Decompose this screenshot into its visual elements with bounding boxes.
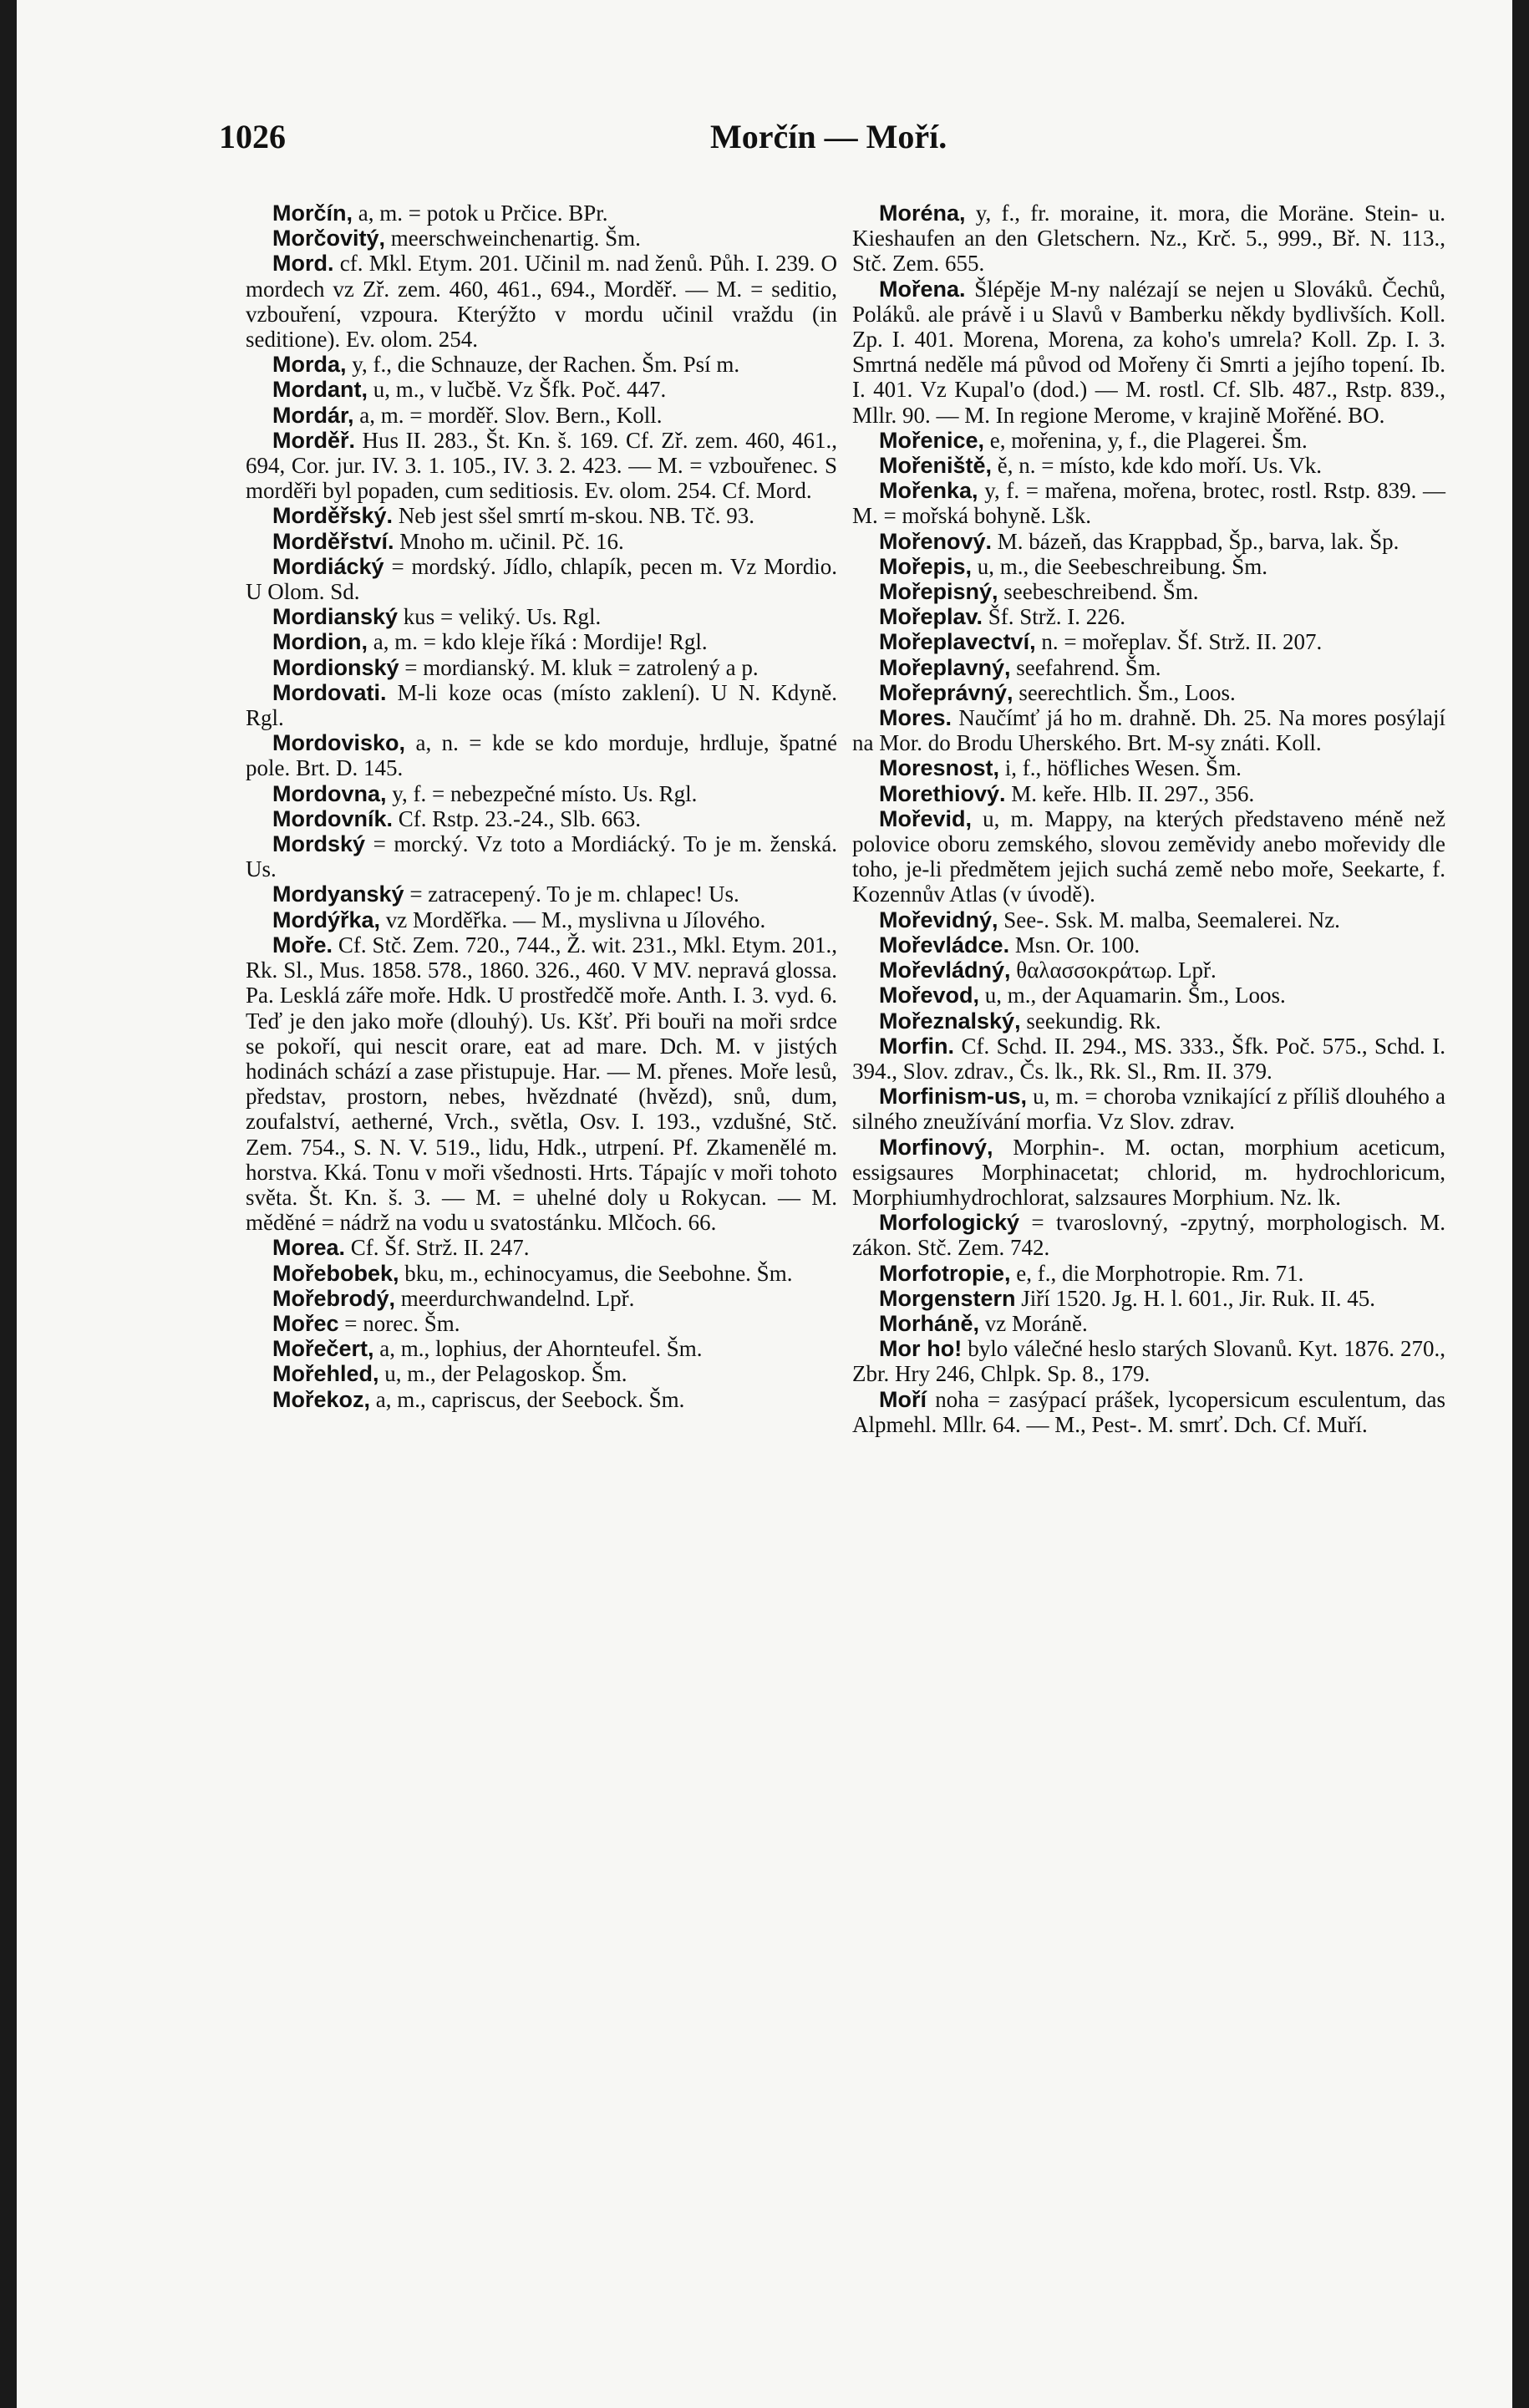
entry-headword: Mořevládce. [879, 932, 1010, 958]
entry-headword: Mord. [272, 251, 334, 277]
entry-definition: Cf. Šf. Strž. II. 247. [345, 1235, 530, 1261]
entry-definition: seefahrend. Šm. [1010, 654, 1161, 680]
entry-headword: Morfin. [879, 1033, 954, 1059]
dictionary-entry [246, 377, 837, 402]
entry-definition: n. = mořeplav. Šf. Strž. II. 207. [1035, 629, 1323, 655]
entry-headword: Morfinism-us, [879, 1084, 1028, 1110]
entry-definition: = mordský. Jídlo, chlapík, pecen m. Vz Mordio. U Olom. Sd. [246, 553, 837, 605]
entry-definition: a, n. = kde se kdo morduje, hrdluje, špatné pole. Brt. D. 145. [246, 730, 837, 781]
entry-headword: Morčín, [272, 201, 353, 226]
entry-definition: y, f., die Schnauze, der Rachen. Šm. Psí m. [346, 352, 740, 378]
dictionary-entry [852, 932, 1445, 958]
entry-definition: u, m. Mappy, na kterých představeno méně než polovice oboru zemského, slovou zeměvidy anebo mořevidy dle toho, je-li předmětem jejich suchá země nebo moře, Seekarte, f. Kozennův Atlas (v úvodě). [852, 805, 1445, 907]
entry-definition: bku, m., echinocyamus, die Seebohne. Šm. [399, 1260, 793, 1286]
entry-headword: Mořebrodý, [272, 1285, 396, 1311]
dictionary-entry [852, 1210, 1445, 1260]
entry-definition: vz Moráně. [979, 1310, 1088, 1336]
entry-headword: Mořebobek, [272, 1260, 399, 1286]
entry-definition: Šlépěje M-ny nalézají se nejen u Slováků. Čechů, Poláků. ale právě i u Slavů v Bamberku někdy bydlivších. Koll. Zp. I. 401. Morena, Morena, za koho's umrela? Koll. Zp. I. 3. Smrtná neděle má původ od Mořeny či Smrti a jejího topení. Ib. I. 401. Vz Kupal'o (dod.) — M. rostl. Cf. Slb. 487., Rstp. 839., Mllr. 90. — M. In regione Merome, v krajině Mořěné. BO. [852, 276, 1445, 428]
entry-definition: = morcký. Vz toto a Mordiácký. To je m. ženská. Us. [246, 831, 837, 882]
entry-headword: Morděřský. [272, 503, 394, 529]
entry-definition: u, m., die Seebeschreibung. Šm. [972, 553, 1267, 579]
entry-definition: a, m. = potok u Prčice. BPr. [353, 201, 608, 226]
scan-right-edge [1512, 0, 1529, 2408]
entry-definition: = norec. Šm. [338, 1310, 460, 1336]
entry-definition: Šf. Strž. I. 226. [983, 604, 1126, 630]
dictionary-entry [246, 907, 837, 932]
dictionary-entry [246, 529, 837, 554]
entry-headword: Mordýřka, [272, 907, 381, 932]
dictionary-entry [852, 529, 1445, 554]
entry-definition: Mnoho m. učinil. Pč. 16. [394, 528, 624, 554]
dictionary-entry [246, 604, 837, 629]
entry-headword: Morethiový. [879, 780, 1006, 806]
entry-headword: Moří [879, 1386, 927, 1412]
dictionary-entry [246, 680, 837, 730]
entry-headword: Mořeplavný, [879, 654, 1011, 680]
dictionary-entry [852, 907, 1445, 932]
dictionary-entry [852, 655, 1445, 680]
entry-headword: Mordovisko, [272, 730, 406, 756]
entry-definition: e, f., die Morphotropie. Rm. 71. [1010, 1260, 1304, 1286]
entry-headword: Mor ho! [879, 1336, 963, 1362]
entry-headword: Mořena. [879, 276, 966, 302]
dictionary-entry [246, 201, 837, 226]
dictionary-entry [852, 1008, 1445, 1034]
dictionary-entry [852, 781, 1445, 806]
entry-headword: Mordiácký [272, 553, 384, 579]
dictionary-entry [246, 781, 837, 806]
dictionary-entry [852, 958, 1445, 983]
entry-definition: meerschweinchenartig. Šm. [385, 226, 641, 251]
entry-headword: Moře. [272, 932, 333, 958]
dictionary-entry [852, 579, 1445, 604]
entry-headword: Morfinový, [879, 1134, 993, 1160]
entry-headword: Mořevládný, [879, 958, 1011, 983]
dictionary-entry [246, 1261, 837, 1286]
entry-definition: u, m., v lučbě. Vz Šfk. Poč. 447. [368, 377, 667, 403]
entry-headword: Morděřství. [272, 528, 394, 554]
dictionary-entry [852, 478, 1445, 528]
entry-headword: Mořeprávný, [879, 679, 1013, 705]
entry-definition: u, m., der Pelagoskop. Šm. [378, 1361, 627, 1387]
entry-headword: Mordion, [272, 629, 368, 655]
entry-definition: M-li koze ocas (místo zaklení). U N. Kdyně. Rgl. [246, 679, 837, 731]
dictionary-entry [246, 932, 837, 1235]
entry-headword: Moréna, [879, 201, 966, 226]
entry-headword: Mořeniště, [879, 453, 993, 479]
entry-definition: y, f. = mařena, mořena, brotec, rostl. Rstp. 839. — M. = mořská bohyně. Lšk. [852, 478, 1445, 529]
entry-definition: Hus II. 283., Št. Kn. š. 169. Cf. Zř. zem. 460, 461., 694, Cor. jur. IV. 3. 1. 105., IV. 3. 2. 423. — M. = vzbouřenec. S morděři byl popaden, cum seditiosis. Ev. olom. 254. Cf. Mord. [246, 427, 837, 504]
dictionary-entry [852, 1034, 1445, 1084]
entry-definition: y, f., fr. moraine, it. mora, die Moräne. Stein- u. Kieshaufen an den Gletschern. Nz., Krč. 5., 999., Bř. N. 113., Stč. Zem. 655. [852, 201, 1445, 277]
dictionary-entry [246, 1336, 837, 1361]
entry-headword: Mordský [272, 831, 366, 857]
entry-definition: seerechtlich. Šm., Loos. [1013, 679, 1236, 705]
dictionary-entry [852, 983, 1445, 1008]
entry-headword: Morděř. [272, 427, 356, 453]
dictionary-entry [246, 730, 837, 780]
entry-definition: a, m., capriscus, der Seebock. Šm. [370, 1386, 685, 1412]
dictionary-entry [852, 277, 1445, 428]
entry-headword: Mořekoz, [272, 1386, 371, 1412]
entry-definition: noha = zasýpací prášek, lycopersicum esculentum, das Alpmehl. Mllr. 64. — M., Pest-. M. smrť. Dch. Cf. Muří. [852, 1386, 1445, 1437]
entry-definition: Neb jest sšel smrtí m-skou. NB. Tč. 93. [393, 503, 755, 529]
dictionary-entry [246, 428, 837, 504]
entry-definition: Cf. Stč. Zem. 720., 744., Ž. wit. 231., Mkl. Etym. 201., Rk. Sl., Mus. 1858. 578., 1860. 326., 460. V MV. nepravá glossa. Pa. Lesklá záře moře. Hdk. U prostředčě moře. Anth. I. 3. vyd. 6. Teď je den jako moře (dlouhý). Us. Kšť. Při bouři na moři srdce se pokoří, qui nescit orare, eat ad mare. Dch. M. v jistých hodinách schází a zase přistupuje. Har. — M. přenes. Moře lesů, představ, prostorn, nebes, hvězdnaté (hvězd), snů, dum, zoufalství, aetherné, Vrch., světla, Osv. I. 193., vzdušné, Stč. Zem. 754., S. N. V. 519., lidu, Hdk., utrpení. Pf. Zkamenělé m. horstva. Kká. Tonu v moři všednosti. Hrts. Tápajíc v moři tohoto světa. Št. Kn. š. 3. — M. = uhelné doly u Rokycan. — M. měděné = nádrž na vodu u svatostánku. Mlčoch. 66. [246, 932, 837, 1236]
entry-headword: Mořevod, [879, 983, 980, 1008]
entry-definition: i, f., höfliches Wesen. Šm. [999, 755, 1242, 781]
entry-headword: Mořenka, [879, 478, 978, 504]
dictionary-entry [246, 503, 837, 528]
entry-definition: a, m. = kdo kleje říká : Mordije! Rgl. [367, 629, 708, 655]
entry-definition: bylo válečné heslo starých Slovanů. Kyt. 1876. 270., Zbr. Hry 246, Chlpk. Sp. 8., 179. [852, 1336, 1445, 1387]
dictionary-entry [246, 806, 837, 831]
entry-headword: Mordyanský [272, 881, 404, 907]
entry-definition: a, m., lophius, der Ahornteufel. Šm. [373, 1336, 703, 1362]
dictionary-entry [852, 1084, 1445, 1134]
entry-headword: Mořevidný, [879, 907, 998, 932]
dictionary-entry [246, 251, 837, 352]
dictionary-entry [246, 881, 837, 907]
entry-headword: Mordant, [272, 377, 368, 403]
entry-headword: Mořeplavectví, [879, 629, 1036, 655]
entry-definition: M. bázeň, das Krappbad, Šp., barva, lak. Šp. [992, 528, 1399, 554]
dictionary-entry [852, 428, 1445, 453]
running-head: Morčín — Moří. [710, 118, 947, 155]
dictionary-entry [852, 680, 1445, 705]
dictionary-entry [852, 453, 1445, 478]
entry-definition: meerdurchwandelnd. Lpř. [395, 1285, 635, 1311]
entry-definition: See-. Ssk. M. malba, Seemalerei. Nz. [998, 907, 1340, 932]
dictionary-entry [852, 1311, 1445, 1336]
dictionary-entry [852, 806, 1445, 907]
entry-definition: = tvaroslovný, -zpytný, morphologisch. M. zákon. Stč. Zem. 742. [852, 1210, 1445, 1261]
entry-headword: Morfologický [879, 1210, 1020, 1236]
entry-definition: a, m. = morděř. Slov. Bern., Koll. [353, 402, 663, 428]
entry-definition: cf. Mkl. Etym. 201. Učinil m. nad ženů. Půh. I. 239. O mordech vz Zř. zem. 460, 461., 694., Morděř. — M. = seditio, vzbouření, vzpoura. Kterýžto v mordu učinil vraždu (in seditione). Ev. olom. 254. [246, 251, 837, 353]
dictionary-entry [852, 705, 1445, 755]
entry-headword: Mordianský [272, 604, 399, 630]
left-column [246, 201, 837, 1412]
dictionary-entry [852, 1135, 1445, 1211]
dictionary-entry [246, 629, 837, 654]
entry-headword: Mořevid, [879, 805, 973, 831]
entry-headword: Mořenice, [879, 427, 985, 453]
entry-definition: Morphin-. M. octan, morphium aceticum, essigsaures Morphinacetat; chlorid, m. hydrochloricum, Morphiumhydrochlorat, salzsaures Morphium. Nz. lk. [852, 1134, 1445, 1210]
dictionary-entry [852, 629, 1445, 654]
entry-headword: Morda, [272, 352, 347, 378]
entry-headword: Morea. [272, 1235, 346, 1261]
entry-headword: Mořeplav. [879, 604, 983, 630]
dictionary-entry [246, 352, 837, 377]
entry-definition: = mordianský. M. kluk = zatrolený a p. [399, 654, 759, 680]
entry-headword: Mořepis, [879, 553, 973, 579]
entry-definition: seekundig. Rk. [1020, 1008, 1161, 1034]
entry-definition: Cf. Rstp. 23.-24., Slb. 663. [393, 805, 642, 831]
entry-headword: Mořepisný, [879, 579, 998, 605]
entry-headword: Mores. [879, 705, 952, 731]
dictionary-entry [246, 554, 837, 604]
entry-headword: Morčovitý, [272, 226, 386, 251]
dictionary-entry [246, 403, 837, 428]
page-number: 1026 [219, 118, 286, 155]
dictionary-entry [246, 226, 837, 251]
entry-definition: Msn. Or. 100. [1009, 932, 1140, 958]
dictionary-entry [246, 831, 837, 881]
entry-definition: = zatracepený. To je m. chlapec! Us. [404, 881, 739, 907]
entry-definition: e, mořenina, y, f., die Plagerei. Šm. [984, 427, 1308, 453]
entry-definition: Cf. Schd. II. 294., MS. 333., Šfk. Poč. 575., Schd. I. 394., Slov. zdrav., Čs. lk., Rk. Sl., Rm. II. 379. [852, 1033, 1445, 1084]
entry-headword: Mořečert, [272, 1336, 374, 1362]
entry-headword: Mořenový. [879, 528, 993, 554]
dictionary-entry [246, 1286, 837, 1311]
entry-headword: Mordár, [272, 402, 354, 428]
entry-definition: y, f. = nebezpečné místo. Us. Rgl. [386, 780, 698, 806]
dictionary-entry [852, 755, 1445, 780]
entry-headword: Morfotropie, [879, 1260, 1011, 1286]
entry-definition: u, m., der Aquamarin. Šm., Loos. [979, 983, 1286, 1008]
entry-headword: Mordovník. [272, 805, 394, 831]
dictionary-entry [852, 1261, 1445, 1286]
entry-headword: Morháně, [879, 1310, 980, 1336]
dictionary-entry [246, 1311, 837, 1336]
entry-definition: M. keře. Hlb. II. 297., 356. [1005, 780, 1255, 806]
entry-headword: Mořeznalský, [879, 1008, 1021, 1034]
dictionary-entry [246, 655, 837, 680]
entry-headword: Mordovna, [272, 780, 387, 806]
dictionary-entry [852, 554, 1445, 579]
dictionary-entry [246, 1387, 837, 1412]
entry-definition: kus = veliký. Us. Rgl. [398, 604, 602, 630]
entry-definition: seebeschreibend. Šm. [998, 579, 1199, 605]
dictionary-entry [852, 201, 1445, 277]
entry-headword: Moresnost, [879, 755, 1000, 781]
entry-headword: Mordovati. [272, 679, 387, 705]
dictionary-entry [852, 1286, 1445, 1311]
right-column [852, 201, 1445, 1437]
entry-headword: Mordionský [272, 654, 399, 680]
entry-definition: u, m. = choroba vznikající z příliš dlouhého a silného zneužívání morfia. Vz Slov. zdrav. [852, 1084, 1445, 1135]
entry-definition: ě, n. = místo, kde kdo moří. Us. Vk. [992, 453, 1322, 479]
dictionary-entry [852, 604, 1445, 629]
entry-definition: θαλασσοκράτωρ. Lpř. [1010, 958, 1217, 983]
dictionary-entry [246, 1361, 837, 1386]
scan-left-edge [0, 0, 17, 2408]
entry-headword: Morgenstern [879, 1285, 1016, 1311]
entry-definition: Jiří 1520. Jg. H. l. 601., Jir. Ruk. II. 45. [1015, 1285, 1376, 1311]
entry-definition: vz Morděřka. — M., myslivna u Jílového. [380, 907, 766, 932]
dictionary-entry [852, 1336, 1445, 1386]
entry-headword: Mořec [272, 1310, 339, 1336]
entry-definition: Naučímť já ho m. drahně. Dh. 25. Na mores posýlají na Mor. do Brodu Uherského. Brt. M-sy znáti. Koll. [852, 705, 1445, 756]
dictionary-entry [246, 1235, 837, 1260]
dictionary-entry [852, 1387, 1445, 1437]
entry-headword: Mořehled, [272, 1361, 379, 1387]
